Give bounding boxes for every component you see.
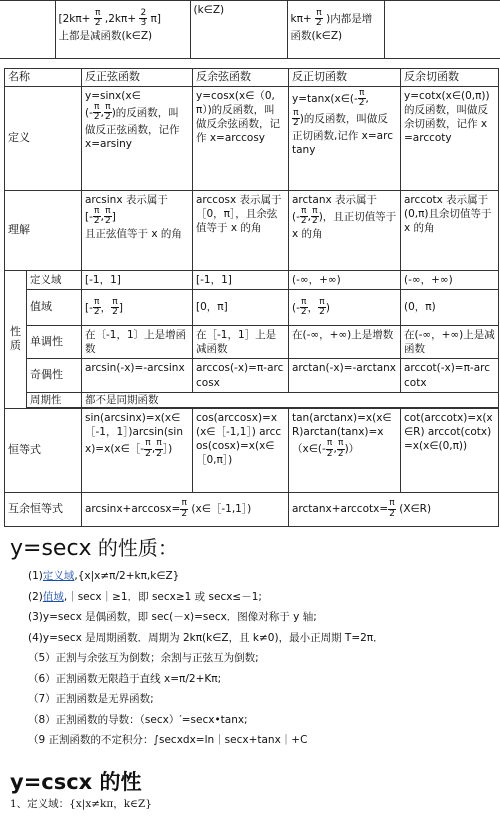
top-cell-empty xyxy=(0,1,55,59)
fraction: $\frac{\pi}{2}$ xyxy=(104,102,111,123)
fraction: $\frac{\pi}{2}$ xyxy=(316,8,322,29)
row-label: 互余恒等式 xyxy=(5,492,82,526)
top-cell-decreasing xyxy=(55,1,190,59)
list-item: （8）正割函数的导数：（secx）′=secx•tanx; xyxy=(28,713,248,726)
properties-label: 性质 xyxy=(5,270,27,408)
identity-row xyxy=(5,408,499,492)
secx-section-title: y=secx 的性质： xyxy=(10,536,178,561)
row-label: 定义域 xyxy=(27,270,82,289)
fraction: $\frac{\pi}{2}$ xyxy=(181,498,188,519)
complement-left: arcsinx+arccosx= $\frac{\pi}{2}$ (x∈［-1,1］) xyxy=(82,492,289,526)
fraction: $\frac{\pi}{2}$ xyxy=(145,438,151,459)
definition-arccos: y=cosx(x∈（0,π）)的反函数，叫做反余弦函数，记作 x=arccosy xyxy=(193,86,289,190)
parity-arccot: arccot(-x)=π-arccotx xyxy=(401,359,499,392)
list-item: (4)y=secx 是周期函数．周期为 2kπ(k∈Z，且 k≠0)，最小正周期 T=2π． xyxy=(28,631,384,644)
list-item: （9 正割函数的不定积分：∫secxdx=ln｜secx+tanx｜+C xyxy=(28,734,308,746)
understanding-arccos: arccosx 表示属于［0，π］，且余弦值等于 x 的角 xyxy=(193,190,289,270)
inverse-trig-table xyxy=(4,68,499,527)
cscx-domain-line: 1、定义域：{x|x≠kπ，k∈Z} xyxy=(10,798,152,810)
domain-arcsin: [-1，1] xyxy=(82,270,193,289)
secx-properties-list xyxy=(28,566,488,751)
domain-arctan: (-∞，+∞) xyxy=(289,270,401,289)
header-arccos: 反余弦函数 xyxy=(193,69,289,87)
range-arccot: (0，π) xyxy=(401,290,499,326)
range-arccos: [0，π] xyxy=(193,290,289,326)
fraction: $\frac{\pi}{2}$ xyxy=(93,102,100,123)
parity-arctan: arctan(-x)=-arctanx xyxy=(289,359,401,392)
row-label: 理解 xyxy=(5,190,82,270)
top-cell-empty xyxy=(384,1,500,59)
top-cell-kz: (k∈Z) xyxy=(190,1,287,59)
definition-arccot: y=cotx(x∈(0,π))的反函数，叫做反余切函数，记作 x=arccoty xyxy=(401,86,499,190)
range-row xyxy=(5,290,499,326)
domain-arccos: [-1，1] xyxy=(193,270,289,289)
domain-link[interactable]: 定义域 xyxy=(42,570,75,582)
definition-arcsin: y=sinx(x∈ (- $\frac{\pi}{2}$ , $\frac{\pi}{2}$ )的反函数，叫做反正弦函数，记作 x=arsiny xyxy=(82,86,193,190)
monotonic-arcsin: 在〔-1，1〕上是增函数 xyxy=(82,326,193,359)
fraction: $\frac{\pi}{2}$ xyxy=(93,296,100,318)
row-label: 定义 xyxy=(5,86,82,190)
complement-right: arctanx+arccotx= $\frac{\pi}{2}$ (X∈R) xyxy=(289,492,499,526)
monotonic-arctan: 在(-∞，+∞)上是增数 xyxy=(289,326,401,359)
row-label: 值域 xyxy=(27,290,82,326)
top-partial-table xyxy=(0,0,500,59)
row-label: 单调性 xyxy=(27,326,82,359)
top-text: 上都是减函数(k∈Z) xyxy=(58,29,153,42)
definition-arctan: y=tanx(x∈(- $\frac{\pi}{2}$ , $\frac{\pi}{2}$ )的反函数，叫做反正切函数,记作 x=arctany xyxy=(289,86,401,190)
row-label: 恒等式 xyxy=(5,408,82,492)
header-arcsin: 反正弦函数 xyxy=(82,69,193,87)
monotonic-arccot: 在(-∞，+∞)上是减函数 xyxy=(401,326,499,359)
top-text: [2kπ+ xyxy=(58,12,91,25)
fraction: $\frac{\pi}{2}$ xyxy=(94,8,101,29)
cscx-section-title: y=cscx 的性 xyxy=(10,770,142,794)
fraction: $\frac{\pi}{2}$ xyxy=(389,498,395,519)
identity-arcsin: sin(arcsinx)=x(x∈［-1，1］)arcsin(sinx)=x(x∈［- $\frac{\pi}{2}$ , $\frac{\pi}{2}$ ］) xyxy=(82,408,193,492)
fraction: $\frac{2}{3}$ xyxy=(140,8,147,29)
parity-arcsin: arcsin(-x)=-arcsinx xyxy=(82,359,193,392)
fraction: $\frac{\pi}{2}$ xyxy=(156,438,162,459)
fraction: $\frac{\pi}{2}$ xyxy=(104,206,111,227)
fraction: $\frac{\pi}{2}$ xyxy=(326,438,333,459)
header-row xyxy=(5,69,499,87)
range-arctan: (- $\frac{\pi}{2}$ ， $\frac{\pi}{2}$ ) xyxy=(289,290,401,326)
fraction: $\frac{\pi}{2}$ xyxy=(337,438,344,459)
fraction: $\frac{\pi}{2}$ xyxy=(311,206,318,227)
understanding-row xyxy=(5,190,499,270)
header-arctan: 反正切函数 xyxy=(289,69,401,87)
parity-arccos: arccos(-x)=π-arccosx xyxy=(193,359,289,392)
row-label: 周期性 xyxy=(27,392,82,407)
understanding-arctan: arctanx 表示属于 (- $\frac{\pi}{2}$ , $\frac{\pi}{2}$ )，且正切值等于 x 的角 xyxy=(289,190,401,270)
identity-arccos: cos(arccosx)=x(x∈［-1,1］) arccos(cosx)=x(x∈［0,π］) xyxy=(193,408,289,492)
periodicity-text: 都不是同期函数 xyxy=(82,392,499,407)
list-item: (3)y=secx 是偶函数，即 sec(－x)=secx．图像对称于 y 轴; xyxy=(28,611,317,623)
top-text: π] xyxy=(150,12,161,25)
fraction: $\frac{\pi}{2}$ xyxy=(300,206,307,227)
row-label: 奇偶性 xyxy=(27,359,82,392)
list-item: (2)值域,｜secx｜≥1．即 secx≥1 或 secx≤－1; xyxy=(28,590,262,603)
header-name: 名称 xyxy=(5,69,82,87)
list-item: （6）正割函数无限趋于直线 x=π/2+Kπ; xyxy=(28,672,222,685)
understanding-arccot: arccotx 表示属于(0,π)且余切值等于 x 的角 xyxy=(401,190,499,270)
fraction: $\frac{\pi}{2}$ xyxy=(319,296,325,318)
fraction: $\frac{\pi}{2}$ xyxy=(300,296,307,318)
periodicity-row xyxy=(5,392,499,407)
identity-arccot: cot(arccotx)=x(x∈R) arccot(cotx)=x(x∈(0,π)) xyxy=(401,408,499,492)
top-cell-increasing: kπ+ $\frac{\pi}{2}$ )内都是增 函数(k∈Z) xyxy=(287,1,384,59)
domain-row xyxy=(5,270,499,289)
list-item: （7）正割函数是无界函数; xyxy=(28,693,154,705)
definition-row xyxy=(5,86,499,190)
top-text: ,2kπ+ xyxy=(104,12,137,25)
identity-arctan: tan(arctanx)=x(x∈R)arctan(tanx)=x（x∈(- $\frac{\pi}{2}$ , $\frac{\pi}{2}$ )） xyxy=(289,408,401,492)
parity-row xyxy=(5,359,499,392)
header-arccot: 反余切函数 xyxy=(401,69,499,87)
fraction: $\frac{\pi}{2}$ xyxy=(93,206,100,227)
fraction: $\frac{\pi}{2}$ xyxy=(112,296,118,318)
range-link[interactable]: 值域 xyxy=(42,590,64,603)
fraction: $\frac{\pi}{2}$ xyxy=(293,107,299,129)
list-item: (1)定义域,{x|x≠π/2+kπ,k∈Z} xyxy=(28,570,180,582)
fraction: $\frac{\pi}{2}$ xyxy=(358,87,365,109)
domain-arccot: (-∞，+∞) xyxy=(401,270,499,289)
range-arcsin: [- $\frac{\pi}{2}$ ， $\frac{\pi}{2}$ ] xyxy=(82,290,193,326)
understanding-arcsin: arcsinx 表示属于 [- $\frac{\pi}{2}$ , $\frac{\pi}{2}$ ] 且正弦值等于 x 的角 xyxy=(82,190,193,270)
list-item: （5）正割与余弦互为倒数；余割与正弦互为倒数; xyxy=(28,652,259,664)
monotonic-arccos: 在［-1，1］上是减函数 xyxy=(193,326,289,359)
monotonic-row xyxy=(5,326,499,359)
complement-row xyxy=(5,492,499,526)
